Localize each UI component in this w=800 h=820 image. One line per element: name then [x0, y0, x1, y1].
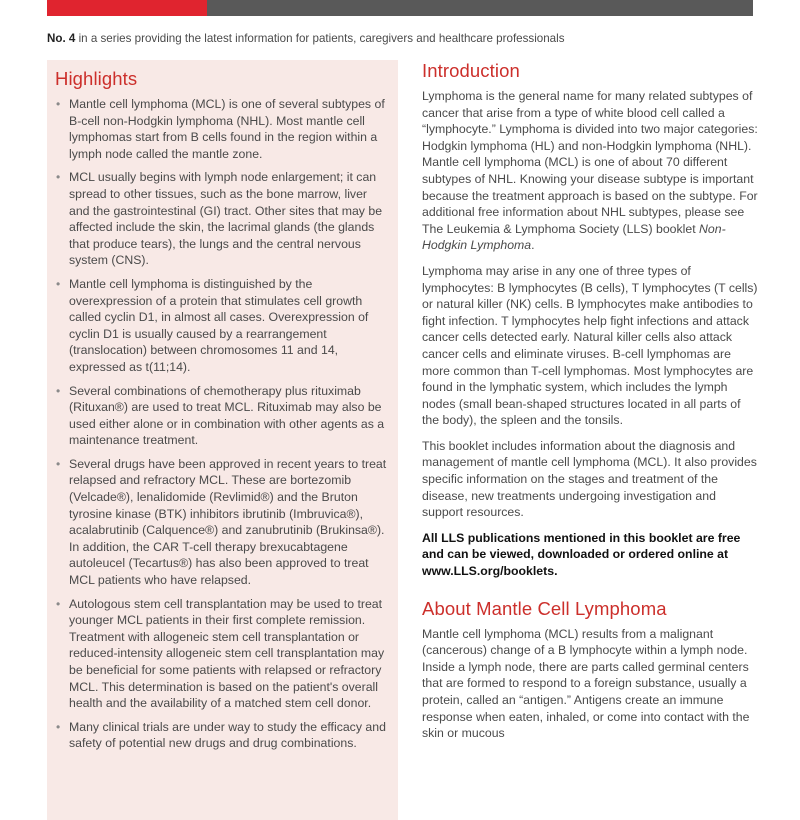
- bullet-icon: •: [56, 456, 61, 471]
- intro-p1-text: Lymphoma is the general name for many related subtypes of cancer that arise from a type of white blood cell called a “lymphocyte.” Lymphoma is divided into two major categories: Hodgkin lymphoma (HL) and non-Hodgkin lymphoma (NHL). Mantle cell lymphoma (MCL) is one of about 70 different subtypes of NHL. Knowing your disease subtype is important because the treatment approach is based on the subtype. For additional free information about NHL subtypes, please see The Leukemia & Lymphoma Society (LLS) booklet: [422, 89, 758, 236]
- highlight-text: Many clinical trials are under way to study the efficacy and safety of potential new drugs and drug combinations.: [69, 719, 386, 751]
- series-line: [47, 32, 767, 46]
- header-bar-gray: [207, 0, 753, 16]
- highlight-text: Mantle cell lymphoma (MCL) is one of several subtypes of B-cell non-Hodgkin lymphoma (NHL). Most mantle cell lymphomas start from B cells found in the region within a lymph node called the mantle zone.: [69, 97, 385, 161]
- main-column: [422, 60, 758, 742]
- series-number: No. 4: [47, 32, 76, 45]
- highlight-text: Autologous stem cell transplantation may be used to treat younger MCL patients in their first complete remission. Treatment with allogeneic stem cell transplantation or reduced-intensity allogeneic stem cell transplantation may be beneficial for some patients with relapsed or refractory MCL. This determination is based on the patient's overall health and the availability of a matched stem cell donor.: [69, 596, 385, 711]
- about-title: About Mantle Cell Lymphoma: [422, 597, 667, 619]
- introduction-paragraph-1: [422, 88, 758, 254]
- highlight-item: [55, 96, 390, 162]
- bullet-icon: •: [56, 719, 61, 734]
- bullet-icon: •: [56, 276, 61, 291]
- highlight-text: Several drugs have been approved in recent years to treat relapsed and refractory MCL. These are bortezomib (Velcade®), lenalidomide (Revlimid®) and the Bruton tyrosine kinase (BTK) inhibitors ibrutinib (Imbruvica®), acalabrutinib (Calquence®) and zanubrutinib (Brukinsa®). In addition, the CAR T-cell therapy brexucabtagene autoleucel (Tecartus®) has also been approved to treat MCL patients who have relapsed.: [69, 456, 387, 588]
- highlight-item: [55, 596, 390, 712]
- highlight-item: [55, 456, 390, 589]
- introduction-title: Introduction: [422, 60, 520, 81]
- bullet-icon: •: [56, 383, 61, 398]
- bullet-icon: •: [56, 97, 61, 111]
- bullet-icon: •: [56, 596, 61, 611]
- booklet-title: Non-Hodgkin Lymphoma: [422, 221, 726, 253]
- intro-p1-end: .: [531, 238, 535, 253]
- header-bar-red: [47, 0, 207, 16]
- about-paragraph-1: Mantle cell lymphoma (MCL) results from a malignant (cancerous) change of a B lymphocyte within a lymph node. Inside a lymph node, there are parts called germinal centers that are formed to respond to a foreign substance, usually a protein, called an “antigen.” Antigens create an immune response when eaten, inhaled, or come into contact with the skin or mucous: [422, 626, 750, 741]
- highlight-item: [55, 719, 390, 752]
- introduction-paragraph-2: Lymphoma may arise in any one of three types of lymphocytes: B lymphocytes (B cells), T lymphocytes (T cells) or natural killer (NK) cells. B lymphocytes make antibodies to fight infection. T lymphocytes help fight infections and attack cancer cells detected early. Natural killer cells also attack cancer cells and eliminate viruses. B-cell lymphomas are more common than T-cell lymphomas. Most lymphocytes are found in the lymphatic system, which includes the lymph nodes (small bean-shaped structures located in all parts of the body), the spleen and the tonsils.: [422, 263, 758, 428]
- highlight-item: [55, 169, 390, 269]
- highlight-item: [55, 383, 390, 449]
- highlight-text: Several combinations of chemotherapy plus rituximab (Rituxan®) are used to treat MCL. Rituximab may also be used either alone or in combination with other agents as a maintenance treatment.: [69, 383, 385, 448]
- highlights-box: [47, 60, 398, 820]
- series-description: in a series providing the latest information for patients, caregivers and healthcare professionals: [75, 32, 565, 45]
- highlight-text: Mantle cell lymphoma is distinguished by the overexpression of a protein that stimulates cell growth called cyclin D1, in almost all cases. Overexpression of cyclin D1 is usually caused by a rearrangement (translocation) between chromosomes 11 and 14, expressed as t(11;14).: [69, 276, 369, 374]
- highlights-title: Highlights: [55, 68, 138, 89]
- bullet-icon: •: [56, 170, 61, 185]
- publications-note: All LLS publications mentioned in this booklet are free and can be viewed, downloaded or ordered online at www.LLS.org/booklets.: [422, 530, 741, 579]
- highlight-text: MCL usually begins with lymph node enlargement; it can spread to other tissues, such as the bone marrow, liver and the gastrointestinal (GI) tract. Other sites that may be affected include the skin, the lacrimal glands (the glands that produce tears), the lungs and the central nervous system (CNS).: [69, 170, 383, 268]
- introduction-paragraph-3: This booklet includes information about the diagnosis and management of mantle cell lymphoma (MCL). It also provides specific information on the stages and treatment of the disease, new treatments undergoing investigation and support resources.: [422, 438, 757, 520]
- highlights-list: [55, 96, 390, 752]
- highlight-item: [55, 276, 390, 376]
